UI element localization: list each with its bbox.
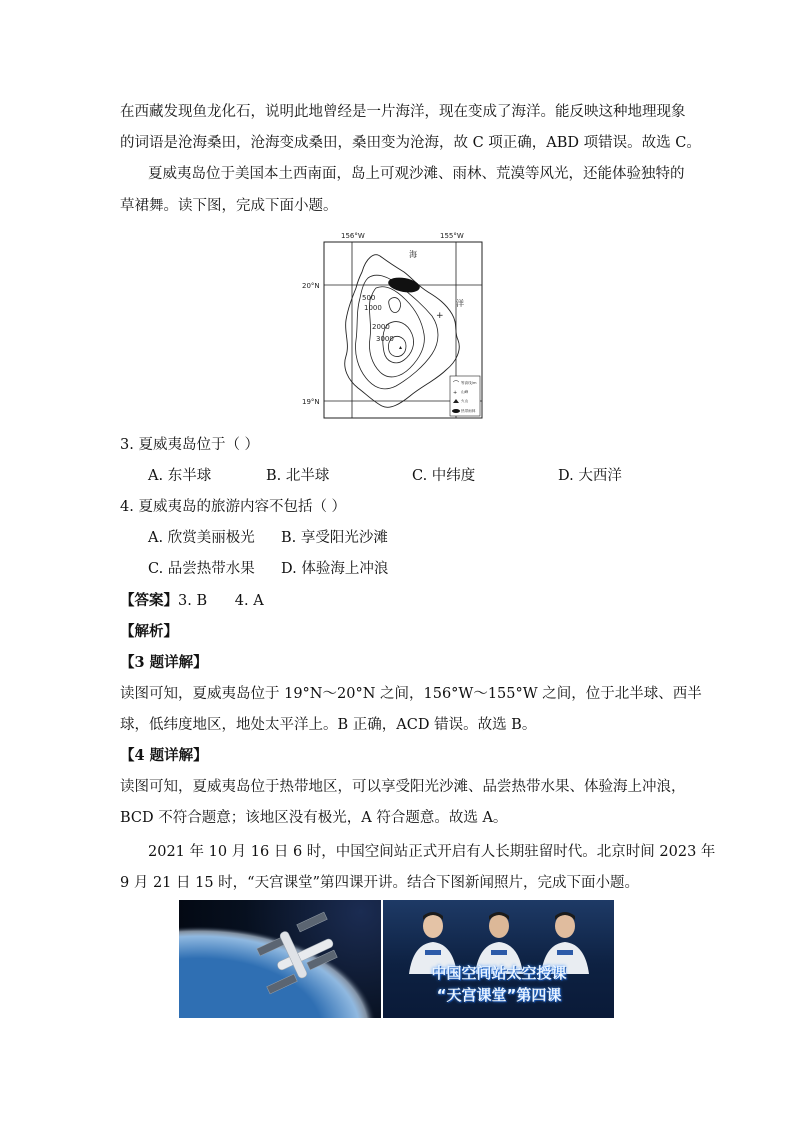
tiangong-classroom-photo	[383, 900, 614, 1018]
q4-option-c[interactable]: C. 品尝热带水果	[148, 561, 255, 577]
hawaii-island-map	[296, 228, 496, 424]
lon-label-right: 155°W	[440, 232, 464, 240]
lon-label-left: 156°W	[341, 232, 365, 240]
answer-line	[120, 591, 680, 611]
q4-detail-line-1: 读图可知，夏威夷岛位于热带地区，可以享受阳光沙滩、品尝热带水果、体验海上冲浪，	[120, 779, 686, 795]
peak-marker: ▴	[399, 344, 403, 351]
volcano-marker: +	[436, 311, 444, 321]
legend-contour: 等高线/m	[461, 381, 477, 385]
answer-text: 3. B 4. A	[178, 593, 264, 609]
contour-label-1000: 1000	[364, 304, 382, 312]
space-station-photo	[179, 900, 381, 1018]
q3-option-a[interactable]: A. 东半球	[148, 468, 212, 484]
coastline	[345, 255, 460, 407]
svg-text:+: +	[453, 390, 458, 396]
paragraph-3-line-1: 2021 年 10 月 16 日 6 时，中国空间站正式开启有人长期驻留时代。北京时间 2023 年	[148, 844, 716, 860]
contour-small	[389, 298, 401, 313]
contour-label-3000: 3000	[376, 335, 394, 343]
paragraph-2-line-2: 草裙舞。读下图，完成下面小题。	[120, 198, 338, 214]
sea-label-1: 海	[409, 250, 417, 259]
contour-label-2000: 2000	[372, 323, 390, 331]
rainforest-patch	[387, 275, 421, 294]
q3-detail-title: 【3 题详解】	[120, 654, 208, 671]
paragraph-2-line-1: 夏威夷岛位于美国本土西南面，岛上可观沙滩、雨林、荒漠等风光，还能体验独特的	[148, 166, 685, 182]
paragraph-1-line-1: 在西藏发现鱼龙化石，说明此地曾经是一片海洋，现在变成了海洋。能反映这种地理现象	[120, 104, 686, 120]
q4-option-a[interactable]: A. 欣赏美丽极光	[148, 530, 255, 546]
q4-detail-title: 【4 题详解】	[120, 747, 208, 764]
legend-peak: 山峰	[461, 390, 469, 394]
sea-label-2: 洋	[456, 299, 464, 308]
question-3-stem: 3. 夏威夷岛位于（ ）	[120, 437, 260, 453]
analysis-label: 【解析】	[120, 623, 178, 640]
q3-option-b[interactable]: B. 北半球	[266, 468, 330, 484]
lat-label-bottom: 19°N	[302, 398, 320, 406]
q4-option-d[interactable]: D. 体验海上冲浪	[281, 561, 389, 577]
paragraph-1-line-2: 的词语是沧海桑田，沧海变成桑田，桑田变为沧海，故 C 项正确，ABD 项错误。故选 C。	[120, 135, 701, 151]
q3-detail-line-2: 球，低纬度地区，地处太平洋上。B 正确，ACD 错误。故选 B。	[120, 717, 537, 733]
q3-option-d[interactable]: D. 大西洋	[558, 468, 622, 484]
question-4-stem: 4. 夏威夷岛的旅游内容不包括（ ）	[120, 499, 347, 515]
legend-rainforest: 热带雨林	[461, 409, 476, 413]
photo-banner-line-2: “天宫课堂”第四课	[436, 986, 562, 1004]
q4-option-b[interactable]: B. 享受阳光沙滩	[281, 530, 388, 546]
contour-label-500: 500	[362, 294, 376, 302]
answer-label: 【答案】	[120, 592, 178, 609]
q4-detail-line-2: BCD 不符合题意；该地区没有极光，A 符合题意。故选 A。	[120, 810, 508, 826]
q3-option-c[interactable]: C. 中纬度	[412, 468, 476, 484]
legend-volcano: 火山	[461, 399, 469, 403]
q3-detail-line-1: 读图可知，夏威夷岛位于 19°N～20°N 之间，156°W～155°W 之间，位于北半球、西半	[120, 686, 702, 702]
photo-banner-line-1: 中国空间站太空授课	[431, 964, 567, 982]
lat-label-top: 20°N	[302, 282, 320, 290]
paragraph-3-line-2: 9 月 21 日 15 时，“天宫课堂”第四课开讲。结合下图新闻照片，完成下面小题。	[120, 875, 639, 891]
